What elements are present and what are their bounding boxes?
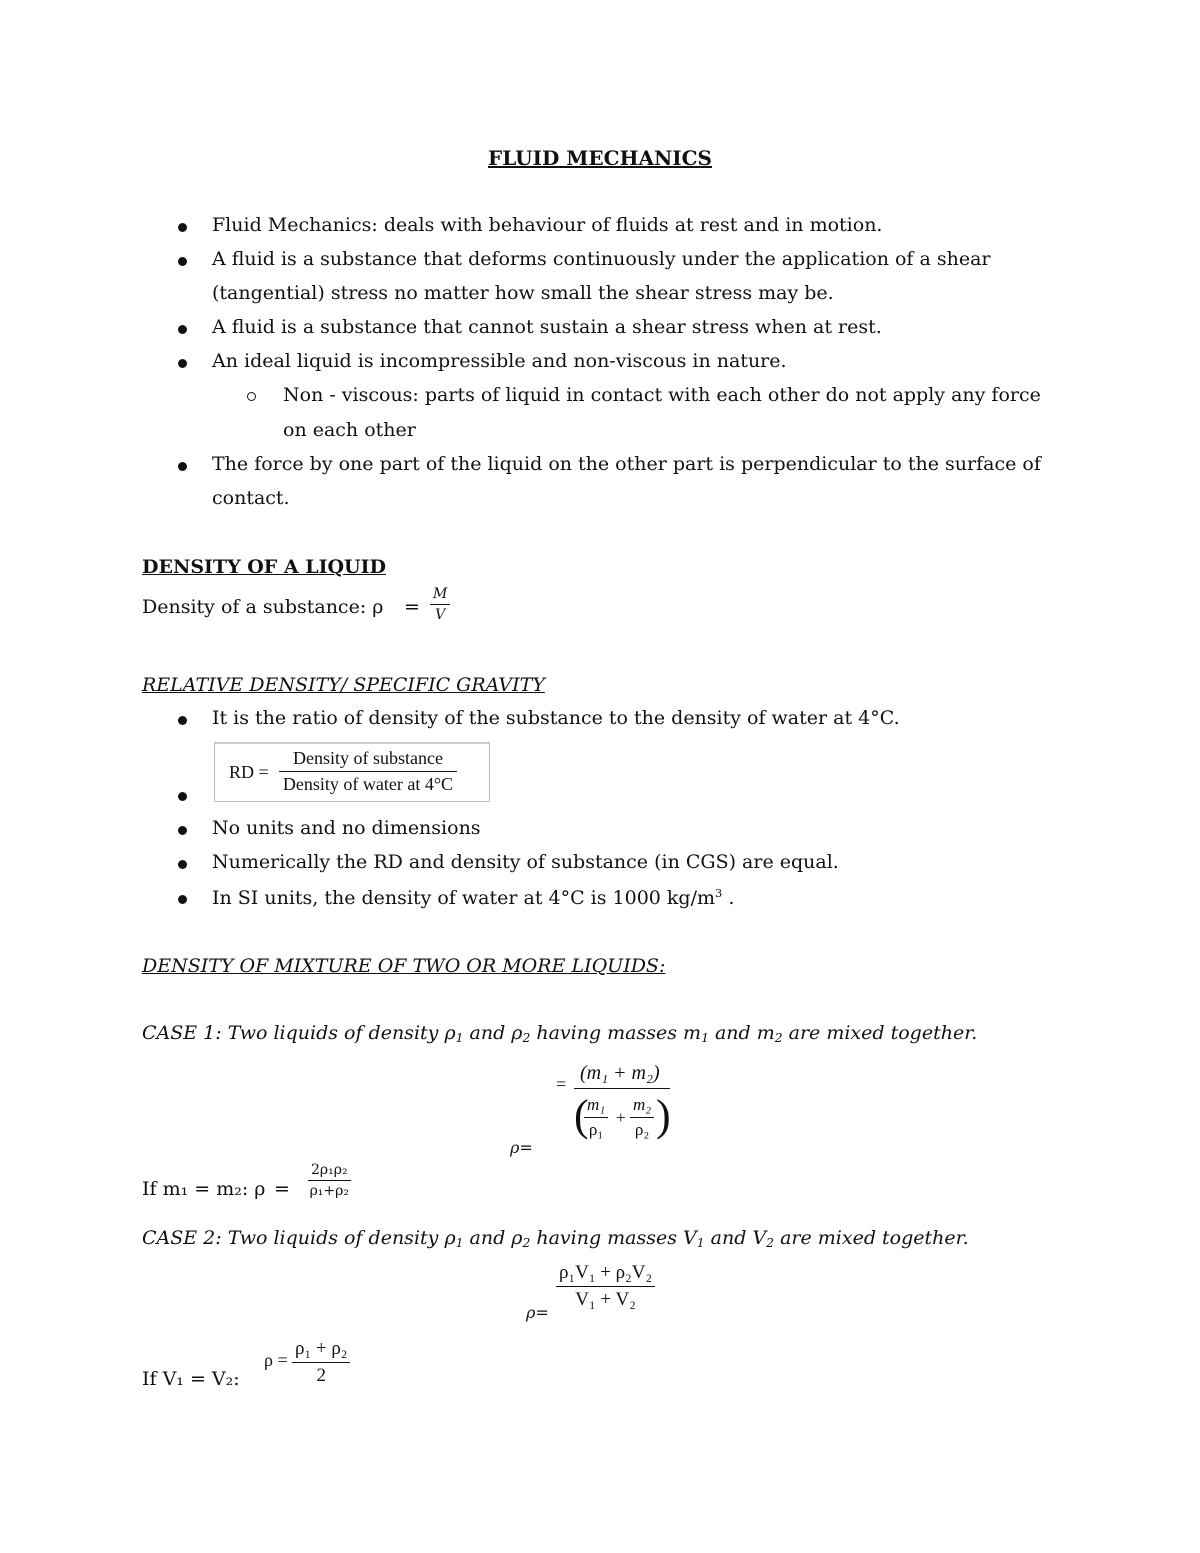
density-numerator: M (430, 586, 450, 605)
rd-fraction (279, 748, 457, 795)
case2-fraction (556, 1262, 655, 1311)
subscript: 2 (522, 1031, 531, 1046)
rho-symbol: ρ (444, 1022, 456, 1044)
bullet-dot (178, 325, 187, 334)
section-heading-mixture: DENSITY OF MIXTURE OF TWO OR MORE LIQUIDS: (142, 955, 666, 977)
rd-label: RD = (229, 762, 269, 782)
case2-text: CASE 2: Two liquids of density (142, 1227, 445, 1249)
case1-rho-equals: ρ= (510, 1138, 533, 1157)
sub-bullet-ring (247, 392, 256, 401)
case2-statement (142, 1227, 969, 1250)
inner-m2: m₂ (630, 1095, 654, 1118)
list-item: Numerically the RD and density of substance (in CGS) are equal. (212, 851, 839, 873)
subscript: 2 (774, 1031, 783, 1046)
bullet-dot (178, 716, 187, 725)
list-item (212, 886, 734, 909)
list-item: It is the ratio of density of the substance to the density of water at 4°C. (212, 707, 900, 729)
case1-plus: + (616, 1108, 626, 1127)
inner-rho1: ρ₁ (588, 1120, 604, 1139)
case1-left-paren: ( (574, 1091, 589, 1140)
bullet-dot (178, 257, 187, 266)
rho-symbol: ρ (511, 1227, 523, 1249)
case1-right-paren: ) (656, 1091, 671, 1140)
rd-formula-image (214, 742, 490, 802)
case1-inner-fraction-2 (630, 1095, 654, 1140)
case1-text: and m (708, 1022, 775, 1044)
inner-m1: m₁ (584, 1095, 608, 1118)
case1-text: and (463, 1022, 512, 1044)
density-label: Density of a substance: ρ (142, 596, 384, 618)
list-item-continuation: contact. (212, 487, 290, 509)
list-item: A fluid is a substance that cannot sustain a shear stress when at rest. (212, 316, 882, 338)
list-item: No units and no dimensions (212, 817, 481, 839)
case2-text: and (463, 1227, 512, 1249)
subscript: 1 (696, 1236, 705, 1251)
list-item: A fluid is a substance that deforms continuously under the application of a shear (212, 248, 991, 270)
case1-statement (142, 1022, 977, 1045)
case2-text: are mixed together. (774, 1227, 969, 1249)
bullet-dot (178, 895, 187, 904)
case1-equals: = (556, 1074, 567, 1094)
sub-list-item: Non - viscous: parts of liquid in contact with each other do not apply any force (283, 384, 1041, 406)
case2-if-lhs: ρ = (264, 1350, 288, 1370)
inner-rho2: ρ₂ (634, 1120, 650, 1139)
subscript: 1 (455, 1031, 464, 1046)
subscript: 1 (701, 1031, 709, 1046)
si-text-end: . (722, 886, 735, 909)
list-item: Fluid Mechanics: deals with behaviour of fluids at rest and in motion. (212, 214, 883, 236)
si-text: In SI units, the density of water at 4°C is 1000 kg/m (212, 886, 716, 909)
case2-if-numerator: ρ₁ + ρ₂ (292, 1338, 350, 1363)
rd-numerator: Density of substance (279, 748, 457, 772)
case2-text: having masses V (530, 1227, 697, 1249)
density-denominator: V (435, 607, 446, 623)
rho-symbol: ρ (511, 1022, 523, 1044)
case2-if-label: If V₁ = V₂: (142, 1368, 240, 1390)
bullet-dot (178, 792, 187, 801)
bullet-dot (178, 359, 187, 368)
density-equals: = (404, 596, 420, 618)
section-heading-relative-density: RELATIVE DENSITY/ SPECIFIC GRAVITY (142, 674, 545, 696)
case1-if-label: If m₁ = m₂: ρ (142, 1178, 266, 1200)
bullet-dot (178, 462, 187, 471)
case1-text: CASE 1: Two liquids of density (142, 1022, 445, 1044)
rd-denominator: Density of water at 4°C (282, 774, 454, 794)
case1-if-numerator: 2ρ₁ρ₂ (308, 1162, 351, 1181)
case2-if-fraction (292, 1338, 350, 1387)
bullet-dot (178, 223, 187, 232)
sub-list-item-continuation: on each other (283, 419, 416, 441)
case2-numerator: ρ₁V₁ + ρ₂V₂ (556, 1262, 655, 1287)
subscript: 2 (766, 1236, 775, 1251)
subscript: 1 (455, 1236, 464, 1251)
density-fraction (430, 586, 450, 623)
list-item: The force by one part of the liquid on the other part is perpendicular to the surface of (212, 453, 1041, 475)
case1-inner-fraction-1 (584, 1095, 608, 1140)
rho-symbol: ρ (444, 1227, 456, 1249)
case1-text: are mixed together. (782, 1022, 978, 1044)
si-superscript: 3 (715, 886, 723, 900)
case1-if-equals: = (274, 1178, 290, 1200)
subscript: 2 (522, 1236, 531, 1251)
section-heading-density: DENSITY OF A LIQUID (142, 556, 386, 578)
list-item-continuation: (tangential) stress no matter how small the shear stress may be. (212, 282, 834, 304)
case2-if-denominator: 2 (316, 1365, 326, 1386)
case2-rho-equals: ρ= (526, 1303, 549, 1322)
case1-numerator: (m₁ + m₂) (580, 1062, 660, 1084)
case2-text: and V (704, 1227, 767, 1249)
case2-denominator: V₁ + V₂ (575, 1289, 636, 1310)
page-title: FLUID MECHANICS (488, 146, 712, 170)
list-item: An ideal liquid is incompressible and non-viscous in nature. (212, 350, 787, 372)
case1-text: having masses m (530, 1022, 702, 1044)
bullet-dot (178, 826, 187, 835)
case1-if-fraction (308, 1162, 351, 1199)
bullet-dot (178, 860, 187, 869)
case1-if-denominator: ρ₁+ρ₂ (309, 1183, 349, 1199)
